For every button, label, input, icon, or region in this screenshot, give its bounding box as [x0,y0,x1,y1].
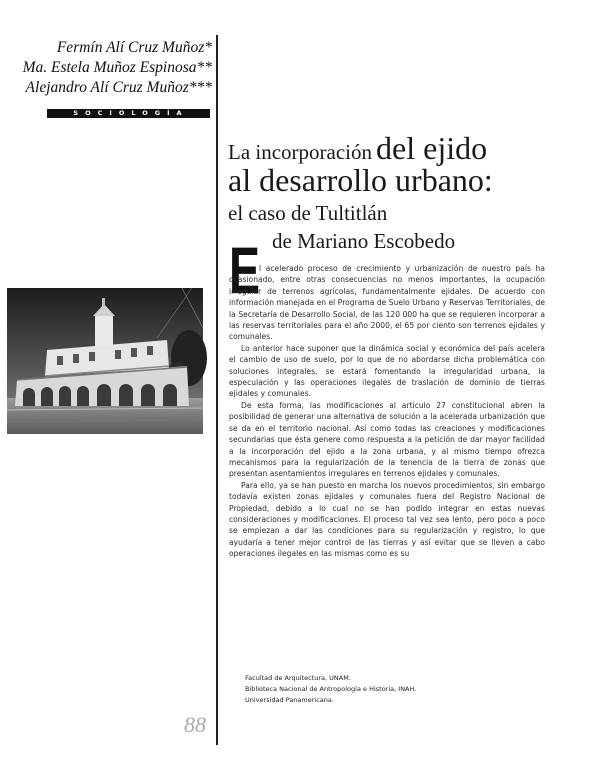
footnote-2: Biblioteca Nacional de Antropología e Historia, INAH. [245,685,417,693]
footnote-3: Universidad Panamericana. [245,696,334,704]
subtitle-line-1: el caso de Tultitlán [228,201,388,225]
paragraph-1-text: l acelerado proceso de crecimiento y urbanización de nuestro país ha ocasionado, entre otras consecuencias no menos importantes, la ocupación irregular de terrenos agrícolas, fundamentalmente ejidales. De acuerdo con información manejada en el Programa de Suelo Urbano y Reservas Territoriales, de la Secretaría de Desarrollo Social, de las 120 000 ha que se requieren incorporar a las reservas territoriales para el año 2000, el 65 por ciento son terrenos ejidales y comunales. [229,264,545,342]
drop-cap-letter: E [229,233,260,307]
paragraph-3: De esta forma, las modificaciones al artículo 27 constitucional abren la posibilidad de generar una alternativa de solución a la acelerada urbanización que se da en el territorio nacional. Así como todas las creaciones y modificaciones secundarias que ésta genere como respuesta a la petición de dar mayor facilidad a la incorporación del ejido a la zona urbana, y al mismo tiempo ofrezca mecanismos para la regularización de la tenencia de la tierra de zonas que presentan asentamientos irregulares en terrenos ejidales y comunales. [229,400,545,479]
title-line-2: al desarrollo urbano: [228,162,493,198]
building-photo [7,288,203,434]
subtitle-line-2: de Mariano Escobedo [272,229,456,253]
author-list [23,38,212,98]
footnotes [245,673,416,706]
footnote-1: Facultad de Arquitectura, UNAM. [245,674,351,682]
paragraph-2: Lo anterior hace suponer que la dinámica social y económica del país acelera el cambio de uso de suelo, por lo que de no abordarse dicha problemática con soluciones integrales, se estará fomentando la irregularidad urbana, la especulación y las operaciones ilegales de traslación de dominio de tierras ejidales y comunales. [229,343,545,399]
page-number: 88 [184,712,206,737]
author-2: Ma. Estela Muñoz Espinosa** [22,59,212,76]
section-label: SOCIOLOGÍA [47,109,210,118]
author-1: Fermín Alí Cruz Muñoz* [56,39,212,56]
vertical-rule [216,35,218,745]
article-body [229,263,545,560]
title-small: La incorporación [228,140,373,164]
title-big: del ejido [376,130,488,166]
paragraph-4: Para ello, ya se han puesto en marcha los nuevos procedimientos, sin embargo todavía existen zonas ejidales y comunales fuera del Registro Nacional de Propiedad, debido a lo cual no se han podido integrar en estas nuevas consideraciones y modificaciones. El proceso tal vez sea lento, pero poco a poco se empiezan a dar las condiciones para su regularización y registro, lo que ayudaría a tener mejor control de las tierras y así evitar que se lleven a cabo operaciones ilegales en las mismas como es su [229,480,545,559]
paragraph-1 [229,263,545,343]
author-3: Alejandro Alí Cruz Muñoz*** [25,79,212,96]
